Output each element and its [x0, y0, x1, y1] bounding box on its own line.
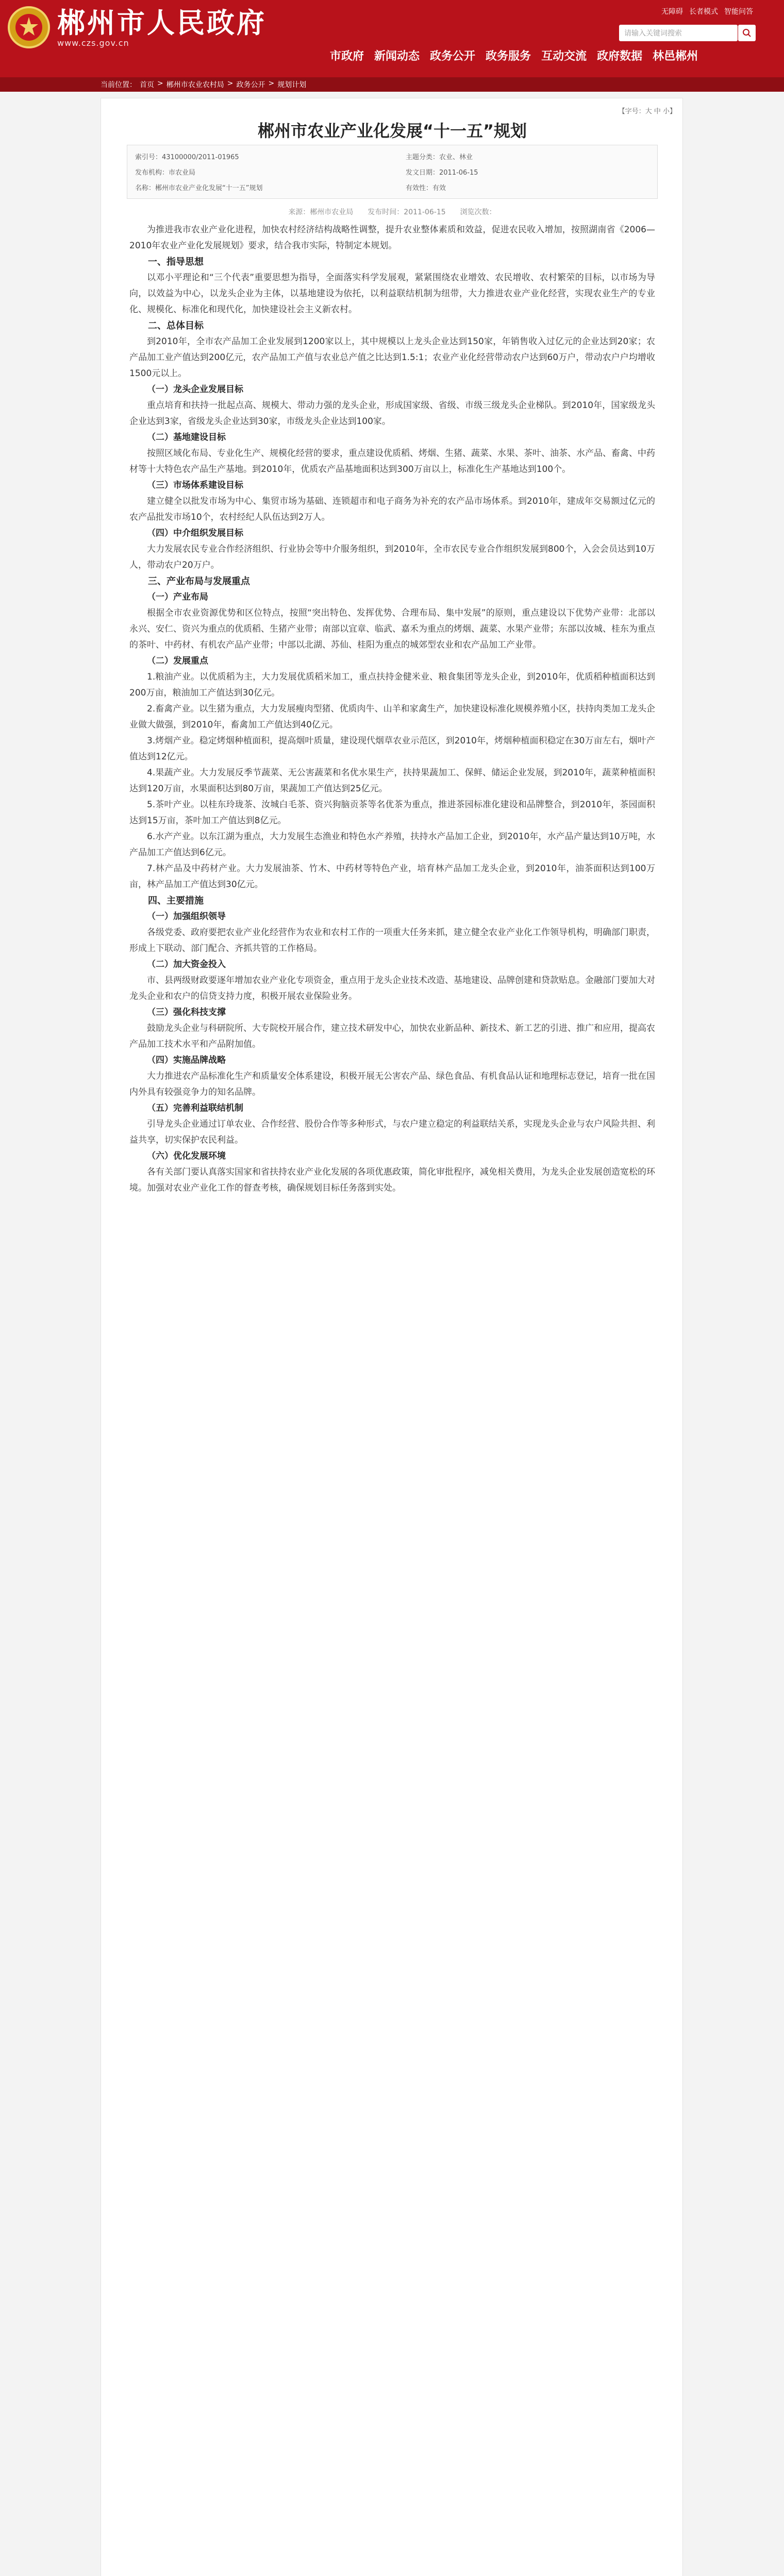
- nav-item-city-gov[interactable]: 市政府: [330, 50, 364, 63]
- article-heading: （四）中介组织发展目标: [147, 528, 243, 538]
- article-heading: （三）市场体系建设目标: [147, 480, 243, 490]
- meta-name-value: 郴州市农业产业化发展“十一五”规划: [155, 184, 263, 192]
- site-title: 郴州市人民政府: [57, 6, 266, 39]
- article-paragraph: 各级党委、政府要把农业产业化经营作为农业和农村工作的一项重大任务来抓，建立健全农业产业化工作领导机构，明确部门职责，形成上下联动、部门配合、齐抓共管的工作格局。: [129, 927, 655, 954]
- article-paragraph: 1.粮油产业。以优质稻为主，大力发展优质稻米加工，重点扶持金健米业、粮食集团等龙头企业，到2010年，优质稻种植面积达到200万亩，粮油加工产值达到30亿元。: [129, 672, 655, 698]
- article-paragraph: 大力发展农民专业合作经济组织、行业协会等中介服务组织，到2010年，全市农民专业合作组织发展到800个，入会会员达到10万人，带动农户20万户。: [129, 544, 655, 570]
- national-emblem-icon: [8, 6, 50, 48]
- article-paragraph: 4.果蔬产业。大力发展反季节蔬菜、无公害蔬菜和名优水果生产，扶持果蔬加工、保鲜、储运企业发展，到2010年，蔬菜种植面积达到120万亩，水果面积达到80万亩，果蔬加工产值达到25亿元。: [129, 768, 655, 794]
- nav-item-linyi[interactable]: 林邑郴州: [653, 50, 698, 63]
- nav-item-interact[interactable]: 互动交流: [541, 50, 587, 63]
- article-paragraph: 按照区域化布局、专业化生产、规模化经营的要求，重点建设优质稻、烤烟、生猪、蔬菜、水果、茶叶、油茶、水产品、畜禽、中药材等十大特色农产品生产基地。到2010年，优质农产品基地面积达到300万亩以上，标准化生产基地达到100个。: [129, 448, 655, 474]
- breadcrumb-open-gov[interactable]: 政务公开: [236, 81, 265, 89]
- breadcrumb-agency[interactable]: 郴州市农业农村局: [166, 81, 224, 89]
- article-heading: （五）完善利益联结机制: [147, 1103, 243, 1113]
- article-heading: 一、指导思想: [148, 257, 204, 267]
- breadcrumb-bar: [0, 77, 784, 92]
- meta-category-value: 农业、林业: [439, 154, 473, 161]
- breadcrumb-sep: >: [227, 79, 233, 88]
- article-title: 郴州市农业产业化发展“十一五”规划: [257, 121, 527, 141]
- article-heading: （一）龙头企业发展目标: [147, 384, 243, 395]
- top-link-elder[interactable]: 长者模式: [689, 8, 718, 16]
- search-button[interactable]: [738, 25, 756, 41]
- meta-date-label: 发文日期：: [406, 169, 440, 177]
- meta-status-label: 有效性：: [406, 184, 433, 192]
- article-paragraph: 大力推进农产品标准化生产和质量安全体系建设，积极开展无公害农产品、绿色食品、有机食品认证和地理标志登记，培育一批在国内外具有较强竞争力的知名品牌。: [129, 1071, 655, 1097]
- article-heading: （二）加大资金投入: [147, 959, 226, 970]
- article-heading: （一）加强组织领导: [147, 911, 226, 922]
- article-paragraph: 市、县两级财政要逐年增加农业产业化专项资金，重点用于龙头企业技术改造、基地建设、品牌创建和贷款贴息。金融部门要加大对龙头企业和农户的信贷支持力度，积极开展农业保险业务。: [129, 975, 655, 1002]
- site-header: [0, 0, 784, 77]
- top-link-accessibility[interactable]: 无障碍: [661, 8, 683, 16]
- top-link-qa[interactable]: 智能问答: [724, 8, 753, 16]
- article-paragraph: 以邓小平理论和“三个代表”重要思想为指导，全面落实科学发展观，紧紧围绕农业增效、农民增收、农村繁荣的目标，以市场为导向，以效益为中心，以龙头企业为主体，以基地建设为依托，以利益联结机制为纽带，大力推进农业产业化经营，实现农业生产的专业化、规模化、标准化和现代化，加快建设社会主义新农村。: [129, 273, 655, 315]
- article-paragraph: 3.烤烟产业。稳定烤烟种植面积，提高烟叶质量，建设现代烟草农业示范区，到2010年，烤烟种植面积稳定在30万亩左右，烟叶产值达到12亿元。: [129, 736, 655, 762]
- breadcrumb-plans[interactable]: 规划计划: [277, 81, 307, 89]
- meta-date-value: 2011-06-15: [439, 169, 478, 177]
- article-heading: （六）优化发展环境: [147, 1151, 226, 1161]
- article-heading: 四、主要措施: [148, 895, 204, 906]
- article-container: [101, 98, 683, 2576]
- article-heading: （三）强化科技支撑: [147, 1007, 226, 1018]
- metadata-table: [127, 145, 658, 199]
- meta-index-value: 43100000/2011-01965: [162, 154, 239, 161]
- nav-item-news[interactable]: 新闻动态: [374, 50, 420, 63]
- article-heading: （二）发展重点: [147, 656, 208, 666]
- site-logo[interactable]: [8, 6, 266, 48]
- nav-item-data[interactable]: 政府数据: [597, 50, 643, 63]
- search-input[interactable]: 请输入关键词搜索: [619, 25, 738, 41]
- nav-item-open-gov[interactable]: 政务公开: [430, 50, 476, 63]
- article-heading: （二）基地建设目标: [147, 432, 226, 443]
- article-source-line: 来源：郴州市农业局 发布时间：2011-06-15 浏览次数：: [288, 208, 496, 216]
- meta-status-value: 有效: [432, 184, 446, 192]
- breadcrumb-sep: >: [157, 79, 163, 88]
- article-paragraph: 重点培育和扶持一批起点高、规模大、带动力强的龙头企业，形成国家级、省级、市级三级龙头企业梯队。到2010年，国家级龙头企业达到3家，省级龙头企业达到30家，市级龙头企业达到100家。: [129, 400, 655, 427]
- article-paragraph: 为推进我市农业产业化进程，加快农村经济结构战略性调整，提升农业整体素质和效益，促进农民收入增加，按照湖南省《2006—2010年农业产业化发展规划》要求，结合我市实际，特制定本规划。: [129, 225, 655, 251]
- site-url: www.czs.gov.cn: [57, 38, 129, 48]
- breadcrumb: [101, 79, 309, 90]
- article-body: [129, 222, 655, 1196]
- breadcrumb-label: 当前位置：: [101, 81, 137, 89]
- article-heading: （四）实施品牌战略: [147, 1055, 226, 1065]
- article-paragraph: 建立健全以批发市场为中心、集贸市场为基础、连锁超市和电子商务为补充的农产品市场体系。到2010年，建成年交易额过亿元的农产品批发市场10个，农村经纪人队伍达到2万人。: [129, 496, 655, 522]
- article-paragraph: 5.茶叶产业。以桂东玲珑茶、汝城白毛茶、资兴狗脑贡茶等名优茶为重点，推进茶园标准化建设和品牌整合，到2010年，茶园面积达到15万亩，茶叶加工产值达到8亿元。: [129, 800, 655, 826]
- article-paragraph: 6.水产产业。以东江湖为重点，大力发展生态渔业和特色水产养殖，扶持水产品加工企业，到2010年，水产品产量达到10万吨，水产品加工产值达到6亿元。: [129, 832, 655, 858]
- article-heading: 二、总体目标: [148, 320, 204, 331]
- nav-item-services[interactable]: 政务服务: [486, 50, 531, 63]
- breadcrumb-sep: >: [268, 79, 275, 88]
- meta-name-label: 名称：: [135, 184, 156, 192]
- article-paragraph: 7.林产品及中药材产业。大力发展油茶、竹木、中药材等特色产业，培育林产品加工龙头企业，到2010年，油茶面积达到100万亩，林产品加工产值达到30亿元。: [129, 863, 655, 890]
- search-icon: [742, 28, 752, 38]
- article-heading: （一）产业布局: [147, 592, 208, 602]
- article-paragraph: 到2010年，全市农产品加工企业发展到1200家以上，其中规模以上龙头企业达到150家，年销售收入过亿元的企业达到20家；农产品加工业产值达到200亿元，农产品加工产值与农业总产值之比达到1.5:1；农业产业化经营带动农户达到60万户，带动农户户均增收1500元以上。: [129, 336, 655, 379]
- meta-index-label: 索引号：: [135, 154, 162, 161]
- breadcrumb-home[interactable]: 首页: [140, 81, 154, 89]
- article-paragraph: 鼓励龙头企业与科研院所、大专院校开展合作，建立技术研发中心，加快农业新品种、新技术、新工艺的引进、推广和应用，提高农产品加工技术水平和产品附加值。: [129, 1023, 655, 1049]
- font-size-switcher[interactable]: 【字号：大 中 小】: [618, 108, 676, 115]
- main-nav: [330, 47, 708, 63]
- article-paragraph: 2.畜禽产业。以生猪为重点，大力发展瘦肉型猪、优质肉牛、山羊和家禽生产，加快建设标准化规模养殖小区，扶持肉类加工龙头企业做大做强，到2010年，畜禽加工产值达到40亿元。: [129, 704, 655, 730]
- article-paragraph: 根据全市农业资源优势和区位特点，按照“突出特色、发挥优势、合理布局、集中发展”的原则，重点建设以下优势产业带：北部以永兴、安仁、资兴为重点的优质稻、生猪产业带；南部以宜章、临武、嘉禾为重点的烤烟、蔬菜、水果产业带；东部以汝城、桂东为重点的茶叶、中药材、有机农产品产业带；中部以北湖、苏仙、桂阳为重点的城郊型农业和农产品加工产业带。: [129, 608, 655, 650]
- meta-agency-value: 市农业局: [169, 169, 196, 177]
- meta-category-label: 主题分类：: [406, 154, 440, 161]
- article-paragraph: 引导龙头企业通过订单农业、合作经营、股份合作等多种形式，与农户建立稳定的利益联结关系，实现龙头企业与农户风险共担、利益共享，切实保护农民利益。: [129, 1119, 655, 1145]
- article-heading: 三、产业布局与发展重点: [148, 576, 250, 587]
- article-paragraph: 各有关部门要认真落实国家和省扶持农业产业化发展的各项优惠政策，简化审批程序，减免相关费用，为龙头企业发展创造宽松的环境。加强对农业产业化工作的督查考核，确保规划目标任务落到实处。: [129, 1167, 655, 1193]
- top-links: [655, 6, 753, 16]
- meta-agency-label: 发布机构：: [135, 169, 169, 177]
